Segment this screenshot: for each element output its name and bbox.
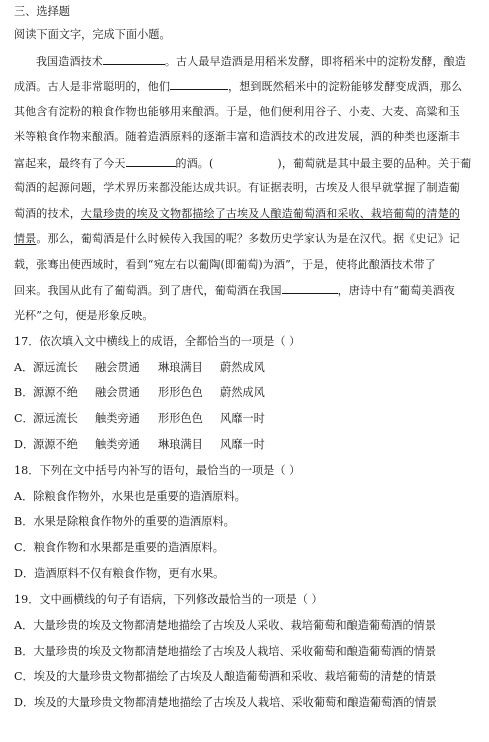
instruction-text: 阅读下面文字，完成下面小题。 <box>14 28 171 41</box>
section-title: 三、选择题 <box>14 5 70 18</box>
q18-stem: 18．下列在文中括号内补写的语句，最恰当的一项是（ ） <box>14 464 301 477</box>
passage-line-1: 我国造酒技术 。古人最早造酒是用稻米发酵，即将稻米中的淀粉发酵，酿造 <box>36 55 466 68</box>
passage-line-8: 情景。那么，葡萄酒是什么时候传入我国的呢？多数历史学家认为是在汉代。据《史记》记 <box>14 232 461 245</box>
passage-line-4: 米等粮食作物来酿酒。随着造酒原料的逐渐丰富和造酒技术的改进发展，酒的种类也逐渐丰 <box>14 130 460 143</box>
passage-line-11: 光杯”之句，便是形象反映。 <box>14 309 154 322</box>
passage-line-5: 富起来，最终有了今天 的酒。( )，葡萄就是其中最主要的品种。关于葡 <box>14 157 472 170</box>
q18-option-b[interactable]: B．水果是除粮食作物外的重要的造酒原料。 <box>14 515 235 528</box>
passage-line-9: 载，张骞出使西域时，看到“宛左右以葡陶(即葡萄)为酒”，于是，使将此酿酒技术带了 <box>14 258 436 271</box>
q18-option-d[interactable]: D．造酒原料不仅有粮食作物，更有水果。 <box>14 567 225 580</box>
passage-line-3: 其他含有淀粉的粮食作物也能够用来酿酒。于是，他们便利用谷子、小麦、大麦、高粱和玉 <box>14 105 460 118</box>
q19-option-b[interactable]: B．大量珍贵的埃及文物都清楚地描绘了古埃及人栽培、采收葡萄和酿造葡萄酒的情景 <box>14 645 437 658</box>
q19-option-a[interactable]: A．大量珍贵的埃及文物都清楚地描绘了古埃及人采收、栽培葡萄和酿造葡萄酒的情景 <box>14 619 437 632</box>
q19-stem: 19．文中画横线的句子有语病，下列修改最恰当的一项是（ ） <box>14 593 323 606</box>
q19-option-d[interactable]: D．埃及的大量珍贵文物都清楚地描绘了古埃及人栽培、采收葡萄和酿造葡萄酒的情景 <box>14 696 437 709</box>
answer-blank-4 <box>282 283 338 294</box>
exam-page: 三、选择题 阅读下面文字，完成下面小题。 我国造酒技术 。古人最早造酒是用稻米发酵，即将稻米中的淀粉发酵，酿造 成酒。古人是非常聪明的，他们 ，想到既然稻米中的淀粉能够发酵变成酒，那么 其他含有淀粉的粮食作物也能够用来酿酒。于是，他们便利用谷子、小麦、大麦、高粱和玉 米等粮食作物来酿酒。随着造酒原料的逐渐丰富和造酒技术的改进发展，酒的种类也逐渐丰 富起来，最终有了今天 的酒。( )，葡萄就是其中最主要的品种。关于葡 萄酒的起源问题，学术界历来都没能达成共识。有证据表明，古埃及人很早就掌握了制造葡 萄酒的技术，大量珍贵的埃及文物都描绘了古埃及人酿造葡萄酒和采收、栽培葡萄的清楚的 情景。那么，葡萄酒是什么时候传入我国的呢？多数历史学家认为是在汉代。据《史记》记 载，张骞出使西域时，看到“宛左右以葡陶(即葡萄)为酒”，于是，使将此酿酒技术带了 回来。我国从此有了葡萄酒。到了唐代，葡萄酒在我国 ，唐诗中有“葡萄美酒夜 光杯”之句，便是形象反映。 17．依次填入文中横线上的成语，全都恰当的一项是（ ） A． 源远流长 融会贯通 琳琅满目 蔚然成风 B． 源源不绝 融会贯通 形形色色 蔚然成风 C． 源远流长 触类旁通 形形色色 风靡一时 D． 源源不绝 触类旁通 琳琅满目 风靡一时 18．下列在文中括号内补写的语句，最恰当的一项是（ ） A．除粮食作物外，水果也是重要的造酒原料。 B．水果是除粮食作物外的重要的造酒原料。 C．粮食作物和水果都是重要的造酒原料。 D．造酒原料不仅有粮食作物，更有水果。 19．文中画横线的句子有语病，下列修改最恰当的一项是（ ） A．大量珍贵的埃及文物都清楚地描绘了古埃及人采收、栽培葡萄和酿造葡萄酒的情景 B．大量珍贵的埃及文物都清楚地描绘了古埃及人栽培、采收葡萄和酿造葡萄酒的情景 C．埃及的大量珍贵文物都描绘了古埃及人酿造葡萄酒和采收、栽培葡萄的清楚的情景 D．埃及的大量珍贵文物都清楚地描绘了古埃及人栽培、采收葡萄和酿造葡萄酒的情景 <box>0 0 489 742</box>
q17-stem: 17．依次填入文中横线上的成语，全都恰当的一项是（ ） <box>14 335 301 348</box>
passage-line-10: 回来。我国从此有了葡萄酒。到了唐代，葡萄酒在我国 ，唐诗中有“葡萄美酒夜 <box>14 284 455 297</box>
answer-blank-3 <box>126 156 176 167</box>
q18-option-c[interactable]: C．粮食作物和水果都是重要的造酒原料。 <box>14 541 224 554</box>
answer-blank-1 <box>103 54 165 65</box>
underlined-sentence-part-1: 大量珍贵的埃及文物都描绘了古埃及人酿造葡萄酒和采收、栽培葡萄的清楚的 <box>80 207 461 220</box>
q19-option-c[interactable]: C．埃及的大量珍贵文物都描绘了古埃及人酿造葡萄酒和采收、栽培葡萄的清楚的情景 <box>14 670 437 683</box>
answer-blank-2 <box>170 79 228 90</box>
passage-line-6: 萄酒的起源问题，学术界历来都没能达成共识。有证据表明，古埃及人很早就掌握了制造葡 <box>14 181 460 194</box>
q18-option-a[interactable]: A．除粮食作物外，水果也是重要的造酒原料。 <box>14 490 246 503</box>
passage-line-2: 成酒。古人是非常聪明的，他们 ，想到既然稻米中的淀粉能够发酵变成酒，那么 <box>14 80 463 93</box>
underlined-sentence-part-2: 情景 <box>14 232 37 245</box>
passage-line-7: 萄酒的技术，大量珍贵的埃及文物都描绘了古埃及人酿造葡萄酒和采收、栽培葡萄的清楚的 <box>14 207 461 220</box>
